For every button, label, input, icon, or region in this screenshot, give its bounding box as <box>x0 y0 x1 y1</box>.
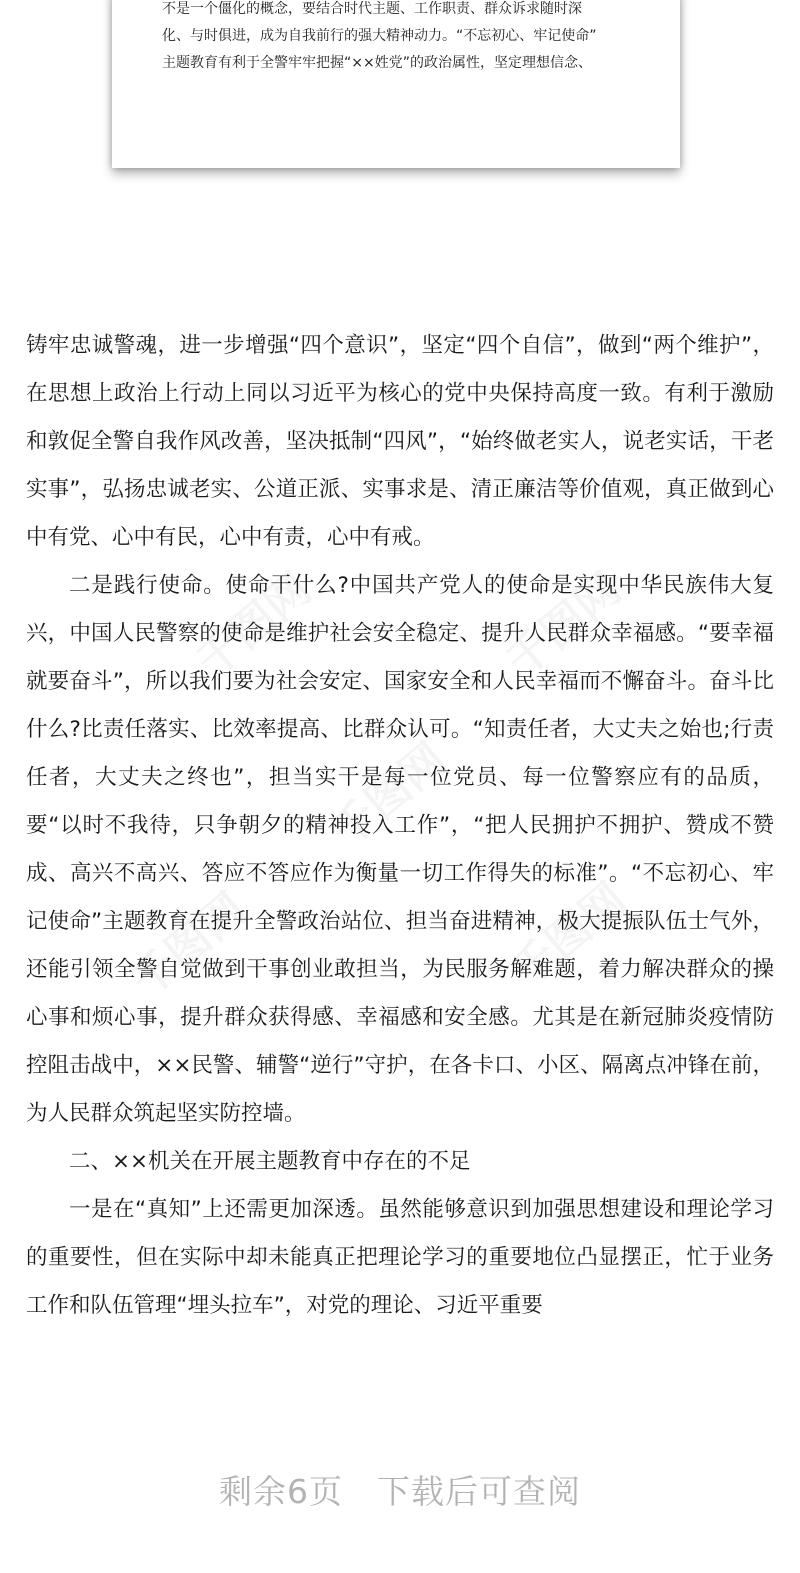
remaining-pages-label: 剩余6页 <box>219 1472 343 1511</box>
preview-page-card <box>112 0 680 168</box>
preview-text <box>162 0 642 77</box>
download-hint-label: 下载后可查阅 <box>377 1472 581 1511</box>
body-paragraph: 铸牢忠诚警魂，进一步增强“四个意识”，坚定“四个自信”，做到“两个维护”，在思想上政治上行动上同以习近平为核心的党中央保持高度一致。有利于激励和敦促全警自我作风改善，坚决抵制“四风”，“始终做老实人，说老实话，干老实事”，弘扬忠诚老实、公道正派、实事求是、清正廉洁等价值观，真正做到心中有党、心中有民，心中有责，心中有戒。 <box>26 333 774 550</box>
preview-line: 主题教育有利于全警牢牢把握“××姓党”的政治属性，坚定理想信念、 <box>162 55 592 71</box>
document-body <box>26 322 774 1330</box>
preview-line: 化、与时俱进，成为自我前行的强大精神动力。“不忘初心、牢记使命” <box>162 28 597 44</box>
preview-line: 不是一个僵化的概念，要结合时代主题、工作职责、群众诉求随时深 <box>162 1 582 17</box>
body-paragraph: 二是践行使命。使命干什么?中国共产党人的使命是实现中华民族伟大复兴，中国人民警察的使命是维护社会安全稳定、提升人民群众幸福感。“要幸福就要奋斗”，所以我们要为社会安定、国家安全和人民幸福而不懈奋斗。奋斗比什么?比责任落实、比效率提高、比群众认可。“知责任者，大丈夫之始也;行责任者，大丈夫之终也”，担当实干是每一位党员、每一位警察应有的品质，要“以时不我待，只争朝夕的精神投入工作”，“把人民拥护不拥护、赞成不赞成、高兴不高兴、答应不答应作为衡量一切工作得失的标准”。“不忘初心、牢记使命”主题教育在提升全警政治站位、担当奋进精神，极大提振队伍士气外，还能引领全警自觉做到干事创业敢担当，为民服务解难题，着力解决群众的操心事和烦心事，提升群众获得感、幸福感和安全感。尤其是在新冠肺炎疫情防控阻击战中，××民警、辅警“逆行”守护，在各卡口、小区、隔离点冲锋在前，为人民群众筑起坚实防控墙。 <box>26 573 774 1126</box>
body-paragraph: 一是在“真知”上还需更加深透。虽然能够意识到加强思想建设和理论学习的重要性，但在实际中却未能真正把理论学习的重要地位凸显摆正，忙于业务工作和队伍管理“埋头拉车”，对党的理论、习近平重要 <box>26 1197 774 1318</box>
section-heading: 二、××机关在开展主题教育中存在的不足 <box>69 1149 471 1174</box>
download-prompt[interactable] <box>0 1466 800 1513</box>
